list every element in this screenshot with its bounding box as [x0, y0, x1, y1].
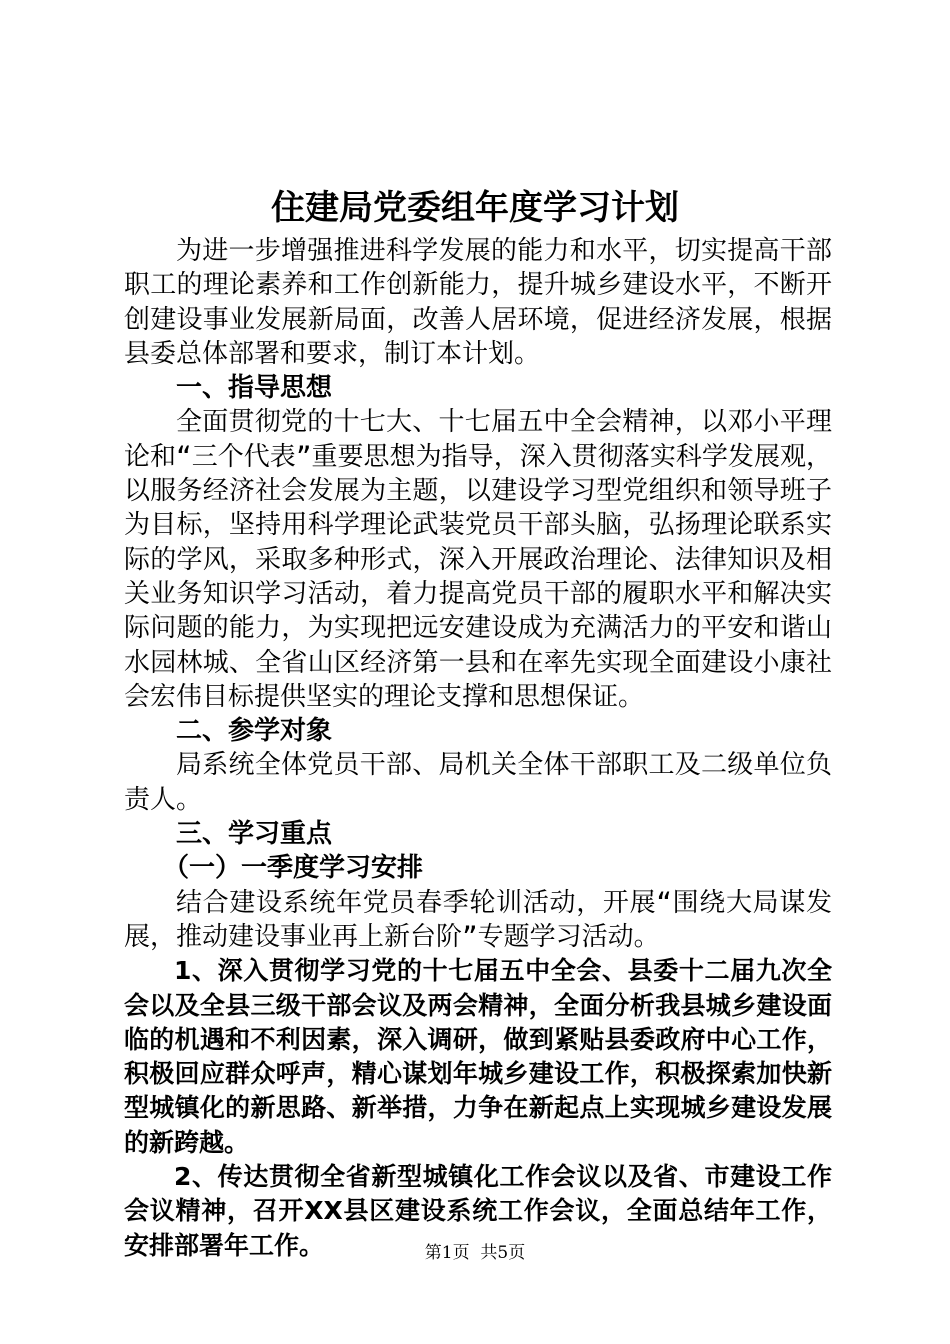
document-body	[124, 234, 832, 1263]
intro-paragraph: 为进一步增强推进科学发展的能力和水平，切实提高干部职工的理论素养和工作创新能力，提升城乡建设水平，不断开创建设事业发展新局面，改善人居环境，促进经济发展，根据县委总体部署和要求，制订本计划。	[124, 236, 832, 369]
page-footer	[0, 1242, 950, 1264]
document-title: 住建局党委组年度学习计划	[271, 188, 679, 228]
section-heading-guiding-ideology: 一、指导思想	[176, 373, 333, 404]
participants-paragraph: 局系统全体党员干部、局机关全体干部职工及二级单位负责人。	[124, 750, 832, 815]
page-number: 第1页	[424, 1243, 470, 1263]
q1-item-1: 1、深入贯彻学习党的十七届五中全会、县委十二届九次全会以及全县三级干部会议及两会精神，全面分析我县城乡建设面临的机遇和不利因素，深入调研，做到紧贴县委政府中心工作，积极回应群众呼声，精心谋划年城乡建设工作，积极探索加快新型城镇化的新思路、新举措，力争在新起点上实现城乡建设发展的新跨越。	[124, 956, 832, 1157]
q1-item-2: 2、传达贯彻全省新型城镇化工作会议以及省、市建设工作会议精神，召开XX县区建设系统工作会议，全面总结年工作，安排部署年工作。	[124, 1162, 832, 1260]
q1-intro-paragraph: 结合建设系统年党员春季轮训活动，开展“围绕大局谋发展，推动建设事业再上新台阶”专题学习活动。	[124, 887, 832, 952]
subsection-heading-q1: （一）一季度学习安排	[163, 853, 424, 884]
guiding-ideology-paragraph: 全面贯彻党的十七大、十七届五中全会精神，以邓小平理论和“三个代表”重要思想为指导，深入贯彻落实科学发展观，以服务经济社会发展为主题，以建设学习型党组织和领导班子为目标，坚持用科学理论武装党员干部头脑，弘扬理论联系实际的学风，采取多种形式，深入开展政治理论、法律知识及相关业务知识学习活动，着力提高党员干部的履职水平和解决实际问题的能力，为实现把远安建设成为充满活力的平安和谐山水园林城、全省山区经济第一县和在率先实现全面建设小康社会宏伟目标提供坚实的理论支撑和思想保证。	[124, 407, 832, 712]
page-total: 共5页	[480, 1243, 526, 1263]
section-heading-study-focus: 三、学习重点	[176, 819, 333, 850]
section-heading-participants: 二、参学对象	[176, 716, 333, 747]
